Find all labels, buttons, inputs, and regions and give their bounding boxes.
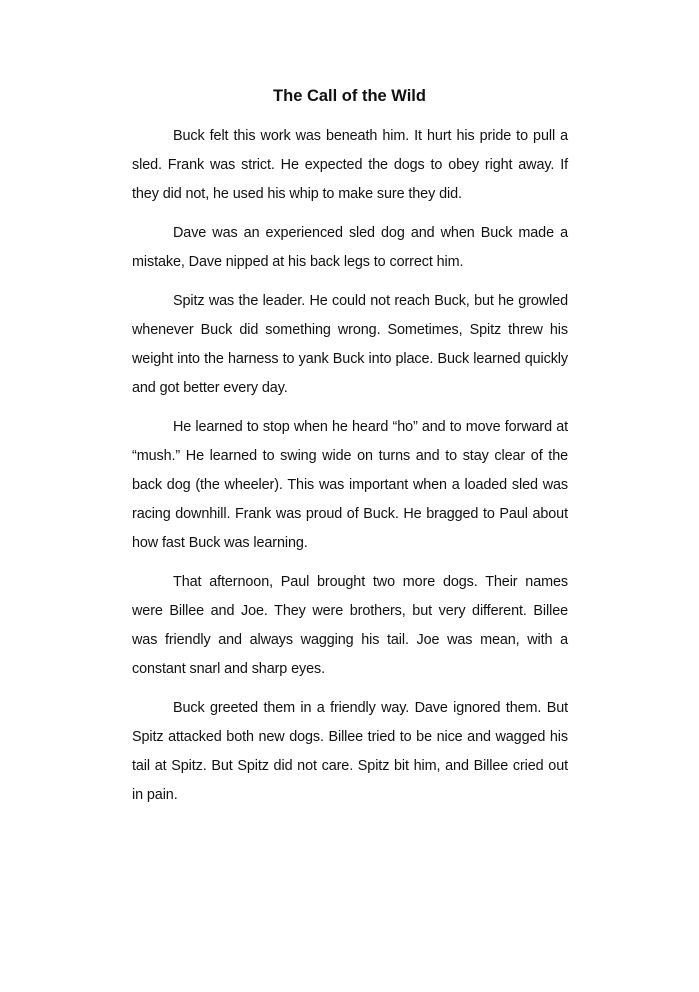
paragraph-4: He learned to stop when he heard “ho” and to move forward at “mush.” He learned to swing wide on turns and to stay clear of the back dog (the wheeler). This was important when a loaded sled was racing downhill. Frank was proud of Buck. He bragged to Paul about how fast Buck was learning. — [132, 419, 568, 551]
paragraph-5: That afternoon, Paul brought two more dogs. Their names were Billee and Joe. They were brothers, but very different. Billee was friendly and always wagging his tail. Joe was mean, with a constant snarl and sharp eyes. — [132, 574, 568, 677]
paragraph-2: Dave was an experienced sled dog and when Buck made a mistake, Dave nipped at his back legs to correct him. — [132, 225, 568, 270]
paragraph-6: Buck greeted them in a friendly way. Dave ignored them. But Spitz attacked both new dogs. Billee tried to be nice and wagged his tail at Spitz. But Spitz did not care. Spitz bit him, and Billee cried out in pain. — [132, 700, 568, 803]
paragraph-1: Buck felt this work was beneath him. It hurt his pride to pull a sled. Frank was strict. He expected the dogs to obey right away. If they did not, he used his whip to make sure they did. — [132, 128, 568, 202]
paragraph-3: Spitz was the leader. He could not reach Buck, but he growled whenever Buck did something wrong. Sometimes, Spitz threw his weight into the harness to yank Buck into place. Buck learned quickly and got better every day. — [132, 293, 568, 396]
document-body — [132, 122, 568, 820]
document-title: The Call of the Wild — [273, 87, 426, 105]
